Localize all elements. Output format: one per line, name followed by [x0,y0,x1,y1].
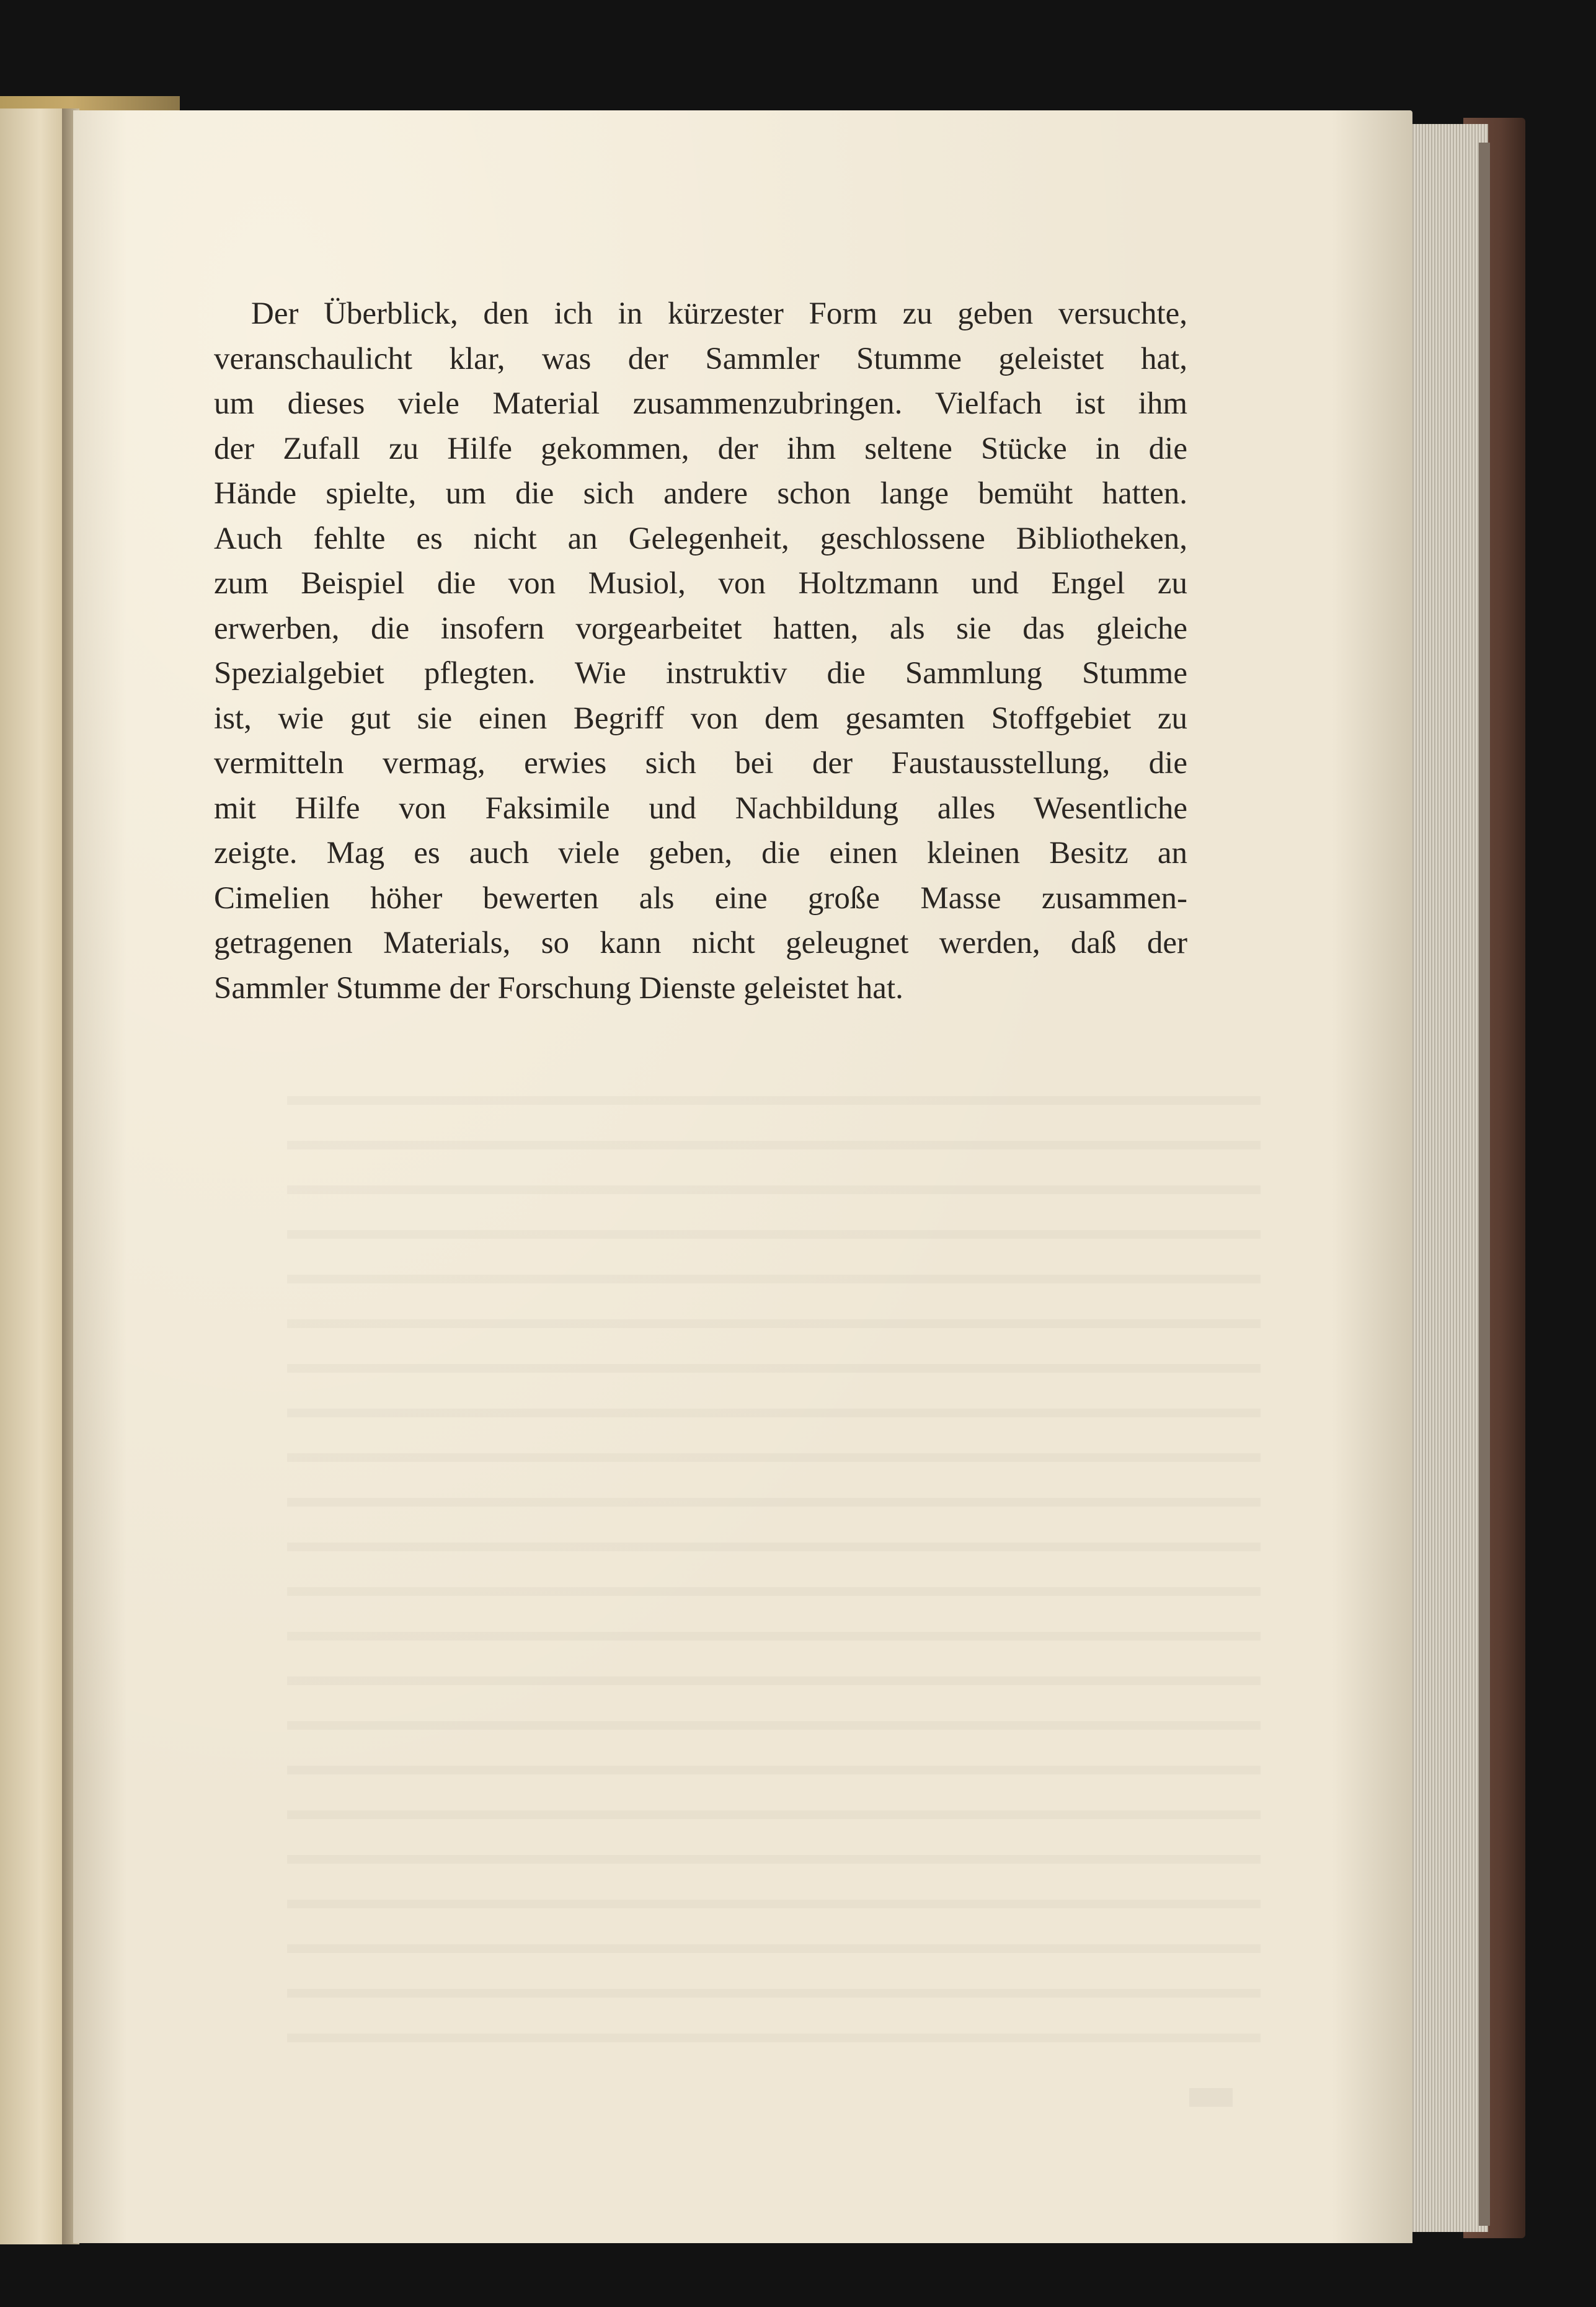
text-line: Der Überblick, den ich in kürzester Form zu geben versuchte, [251,296,1187,331]
text-line: der Zufall zu Hilfe gekommen, der ihm seltene Stücke in die [214,431,1187,466]
text-line: veranschaulicht klar, was der Sammler Stumme geleistet hat, [214,341,1187,376]
body-paragraph [214,291,1187,1011]
text-line: ist, wie gut sie einen Begriff von dem gesamten Stoffgebiet zu [214,701,1187,736]
text-line: zum Beispiel die von Musiol, von Holtzmann und Engel zu [214,566,1187,601]
show-through-text [287,1078,1261,2045]
text-line: um dieses viele Material zusammenzubringen. Vielfach ist ihm [214,386,1187,421]
text-line: Sammler Stumme der Forschung Dienste geleistet hat. [214,970,903,1006]
text-line: Auch fehlte es nicht an Gelegenheit, geschlossene Bibliotheken, [214,521,1187,556]
text-line: Hände spielte, um die sich andere schon lange bemüht hatten. [214,476,1187,511]
text-line: mit Hilfe von Faksimile und Nachbildung alles Wesentliche [214,790,1187,826]
text-line: vermitteln vermag, erwies sich bei der Faustausstellung, die [214,746,1187,781]
text-line: Spezialgebiet pflegten. Wie instruktiv die Sammlung Stumme [214,656,1187,691]
show-through-page-number [1189,2088,1233,2107]
text-line: getragenen Materials, so kann nicht geleugnet werden, daß der [214,926,1187,960]
text-line: Cimelien höher bewerten als eine große Masse zusammen- [214,880,1187,916]
page-block-shadow [1479,143,1490,2226]
text-line: erwerben, die insofern vorgearbeitet hatten, als sie das gleiche [214,611,1187,646]
text-line: zeigte. Mag es auch viele geben, die einen kleinen Besitz an [214,836,1187,870]
page-block-edges [1408,124,1488,2232]
